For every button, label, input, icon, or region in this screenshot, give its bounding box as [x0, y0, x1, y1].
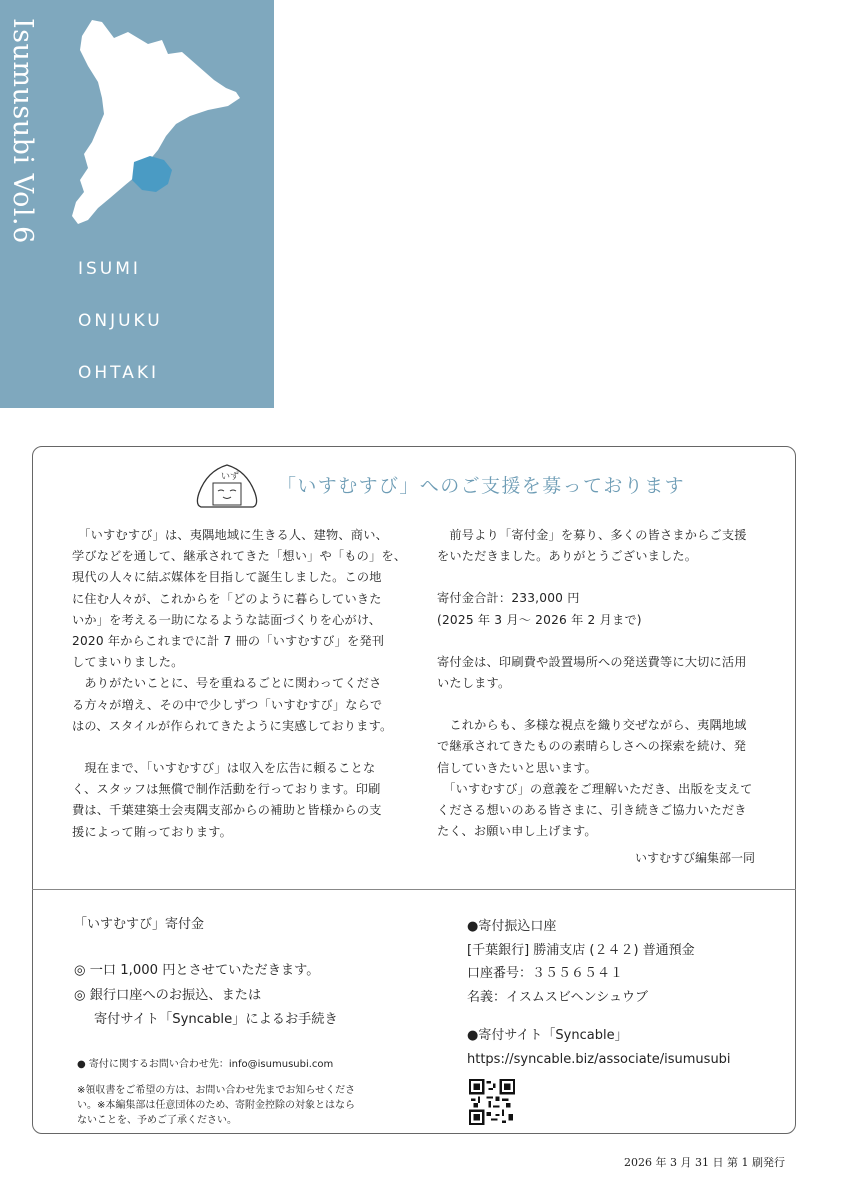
cover-image: [0, 0, 274, 435]
left-line: 2020 年からこれまでに計 7 冊の「いすむすび」を発刊: [72, 634, 385, 649]
mascot-label: いず: [221, 472, 240, 482]
left-line: してまいりました。: [72, 655, 184, 670]
donation-item: ◎ 一口 1,000 円とさせていただきます。: [74, 963, 320, 978]
right-line: をいただきました。ありがとうございました。: [437, 549, 698, 564]
right-line: これからも、多様な視点を織り交ぜながら、夷隅地域: [437, 718, 747, 733]
qr-code-icon[interactable]: [469, 1079, 515, 1125]
paragraph-gap: [437, 631, 787, 652]
donation-item: 寄付サイト「Syncable」によるお手続き: [94, 1012, 338, 1027]
right-line: で継承されてきたものの素晴らしさへの探索を続け、発: [437, 739, 747, 754]
left-line: 現代の人々に結ぶ媒体を目指して誕生しました。この地: [72, 570, 382, 585]
donation-period: (2025 年 3 月～ 2026 年 2 月まで): [437, 612, 642, 627]
donation-total: 寄付金合計：233,000 円: [437, 591, 580, 606]
spacer: [467, 1009, 731, 1024]
left-line: る方々が増え、その中で少しずつ「いすむすび」ならで: [72, 697, 383, 712]
support-heading: 「いすむすび」へのご支援を募っております: [277, 475, 686, 497]
editorial-signature: いすむすび編集部一同: [634, 851, 755, 865]
publication-date: 2026 年 3 月 31 日 第 1 刷発行: [624, 1156, 785, 1169]
chiba-map-illustration: [58, 10, 258, 240]
left-line: はの、スタイルが作られてきたように実感しております。: [72, 718, 393, 733]
note-line: い。※本編集部は任意団体のため、寄附金控除の対象とはなら: [77, 1100, 355, 1111]
town-onjuku: ONJUKU: [78, 311, 163, 331]
bank-heading: ●寄付振込口座: [467, 919, 557, 934]
bank-account-name: 名義：イスムスビヘンシュウブ: [467, 989, 649, 1005]
left-line: 費は、千葉建築士会夷隅支部からの補助と皆様からの支: [72, 803, 382, 818]
donation-title: 「いすむすび」寄付金: [74, 917, 205, 932]
left-line: 「いすむすび」は、夷隅地域に生きる人、建物、商い、: [72, 528, 388, 542]
section-divider: [32, 889, 796, 890]
left-line: 学びなどを通して、継承されてきた「想い」や「もの」を、: [72, 549, 407, 564]
right-line: 信していきたいと思います。: [437, 760, 598, 775]
left-line: く、スタッフは無償で制作活動を行っております。印刷: [72, 782, 381, 797]
left-line: に住む人々が、これからを「どのように暮らしていきた: [72, 591, 382, 606]
right-line: 「いすむすび」の意義をご理解いただき、出版を支えて: [437, 781, 753, 796]
town-isumi: ISUMI: [78, 259, 141, 279]
paragraph-gap: [72, 737, 418, 758]
right-line: 寄付金は、印刷費や設置場所への発送費等に大切に活用: [437, 654, 747, 669]
isumi-region-highlight: [132, 156, 172, 192]
town-katsuura: KATSUURA: [78, 415, 192, 435]
donation-item: ◎ 銀行口座へのお振込、または: [74, 987, 262, 1003]
note-line: ないことを、予めご了承ください。: [77, 1115, 237, 1126]
donation-list: [74, 959, 338, 1033]
support-appeal-box: [32, 446, 796, 1134]
left-line: 援によって賄っております。: [72, 824, 233, 839]
syncable-heading: ●寄付サイト「Syncable」: [467, 1028, 628, 1043]
paragraph-gap: [437, 694, 787, 715]
contact-email[interactable]: ● 寄付に関するお問い合わせ先：info@isumusubi.com: [77, 1059, 334, 1070]
onigiri-mascot-icon: [191, 459, 265, 513]
left-line: いか」を考える一助になるような誌面づくりを心がけ、: [72, 612, 382, 627]
cover-title: Isumusubi Vol.6: [7, 18, 38, 244]
syncable-url[interactable]: https://syncable.biz/associate/isumusubi: [467, 1051, 731, 1067]
town-list: [78, 256, 192, 464]
right-line: いたします。: [437, 676, 511, 691]
support-left-column: [72, 525, 418, 843]
note-line: ※領収書をご希望の方は、お問い合わせ先までお知らせくださ: [77, 1085, 356, 1096]
bank-info: [467, 915, 731, 1071]
receipt-notes: [77, 1083, 373, 1128]
right-line: 前号より「寄付金」を募り、多くの皆さまからご支援: [437, 528, 747, 542]
right-line: たく、お願い申し上げます。: [437, 824, 597, 839]
paragraph-gap: [437, 567, 787, 588]
town-ohtaki: OHTAKI: [78, 363, 160, 383]
chiba-peninsula-shape: [72, 20, 240, 224]
right-line: くださる想いのある皆さまに、引き続きご協力いただき: [437, 803, 747, 818]
left-line: 現在まで、「いすむすび」は収入を広告に頼ることな: [72, 761, 376, 776]
bank-account-number: 口座番号：３５５６５４１: [467, 966, 624, 981]
support-right-column: [437, 525, 787, 842]
bank-branch: [千葉銀行] 勝浦支店 (２４２) 普通預金: [467, 942, 695, 958]
left-line: ありがたいことに、号を重ねるごとに関わってくださ: [72, 676, 382, 691]
